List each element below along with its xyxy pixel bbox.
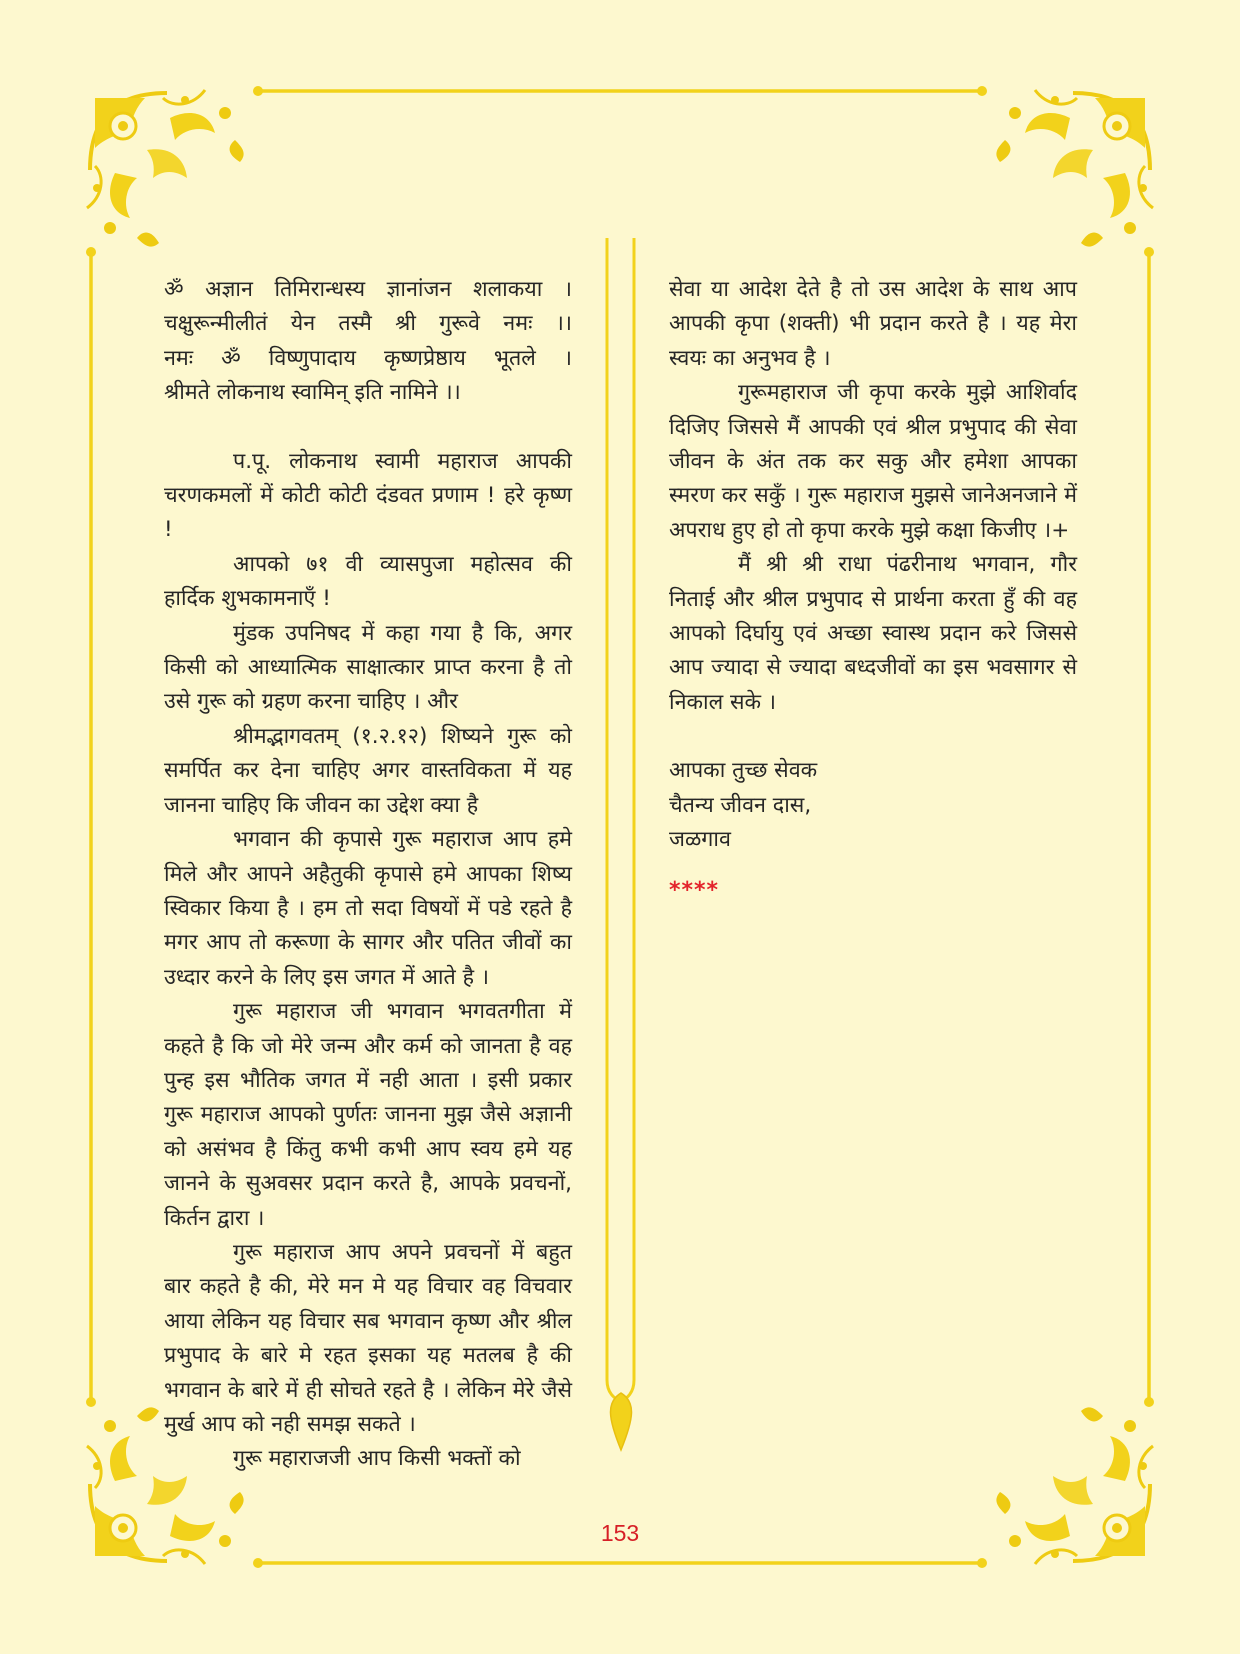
paragraph: प.पू. लोकनाथ स्वामी महाराज आपकी चरणकमलों में कोटी कोटी दंडवत प्रणाम ! हरे कृष्ण ! bbox=[164, 448, 572, 543]
signature-closing: आपका तुच्छ सेवक bbox=[669, 758, 818, 784]
shloka-line: श्रीमते लोकनाथ स्वामिन् इति नामिने ।। bbox=[164, 380, 461, 406]
corner-ornament-top-left bbox=[87, 90, 244, 247]
end-mark: **** bbox=[669, 877, 720, 903]
paragraph: गुरूमहाराज जी कृपा करके मुझे आशिर्वाद दिजिए जिससे मैं आपकी एवं श्रील प्रभुपाद की सेवा जीवन के अंत तक कर सकु और हमेशा आपका स्मरण कर सकुँ । गुरू महाराज मुझसे जानेअनजाने में अपराध हुए हो तो कृपा करके मुझे कक्षा किजीए ।+ bbox=[669, 380, 1077, 543]
paragraph: भगवान की कृपासे गुरू महाराज आप हमे मिले और आपने अहैतुकी कृपासे हमे आपका शिष्य स्विकार किया है । हम तो सदा विषयों में पडे रहते है मगर आप तो करूणा के सागर और पतित जीवों का उध्दार करने के लिए इस जगत में आते है । bbox=[164, 827, 572, 990]
column-divider-tilak bbox=[607, 238, 634, 1402]
shloka-line: चक्षुरून्मीलीतं येन तस्मै श्री गुरूवे नमः ।। bbox=[164, 311, 572, 337]
shloka-line: नमः ॐ विष्णुपादाय कृष्णप्रेष्ठाय भूतले । bbox=[164, 345, 572, 371]
page-number: 153 bbox=[600, 1520, 640, 1546]
signature-name: चैतन्य जीवन दास, bbox=[669, 792, 812, 818]
shloka-line: ॐ अज्ञान तिमिरान्धस्य ज्ञानांजन शलाकया । bbox=[164, 277, 572, 302]
paragraph: मैं श्री श्री राधा पंढरीनाथ भगवान, गौर निताई और श्रील प्रभुपाद से प्रार्थना करता हुँ की वह आपको दिर्घायु एवं अच्छा स्वास्थ प्रदान करे जिससे आप ज्यादा से ज्यादा बध्दजीवों का इस भवसागर से निकाल सके । bbox=[669, 552, 1077, 715]
tilak-leaf-icon bbox=[610, 1393, 631, 1450]
paragraph: श्रीमद्भागवतम् (१.२.१२) शिष्यने गुरू को समर्पित कर देना चाहिए अगर वास्तविकता में यह जानना चाहिए कि जीवन का उद्देश क्या है bbox=[164, 723, 572, 818]
paragraph: गुरू महाराज जी भगवान भगवतगीता में कहते है कि जो मेरे जन्म और कर्म को जानता है वह पुन्ह इस भौतिक जगत में नही आता । इसी प्रकार गुरू महाराज आपको पुर्णतः जानना मुझ जैसे अज्ञानी को असंभव है किंतु कभी कभी आप स्वय हमे यह जानने के सुअवसर प्रदान करते है, आपके प्रवचनों, किर्तन द्वारा । bbox=[164, 999, 572, 1231]
left-column bbox=[164, 273, 572, 1477]
paragraph: गुरू महाराजजी आप किसी भक्तों को bbox=[233, 1446, 521, 1472]
paragraph: आपको ७१ वी व्यासपुजा महोत्सव की हार्दिक शुभकामनाएँ ! bbox=[164, 551, 572, 612]
paragraph-continuation: सेवा या आदेश देते है तो उस आदेश के साथ आप आपकी कृपा (शक्ती) भी प्रदान करते है । यह मेरा स्वयः का अनुभव है । bbox=[669, 277, 1077, 371]
signature-block bbox=[669, 754, 1077, 857]
right-column bbox=[669, 273, 1077, 908]
corner-ornament-top-right bbox=[996, 90, 1153, 247]
signature-place: जळगाव bbox=[669, 827, 731, 853]
guru-pranam-shloka bbox=[164, 273, 572, 411]
paragraph: मुंडक उपनिषद में कहा गया है कि, अगर किसी को आध्यात्मिक साक्षात्कार प्राप्त करना है तो उसे गुरू को ग्रहण करना चाहिए । और bbox=[164, 620, 572, 715]
paragraph: गुरू महाराज आप अपने प्रवचनों में बहुत बार कहते है की, मेरे मन मे यह विचार वह विचवार आया लेकिन यह विचार सब भगवान कृष्ण और श्रील प्रभुपाद के बारे मे रहत इसका यह मतलब है की भगवान के बारे में ही सोचते रहते है । लेकिन मेरे जैसे मुर्ख आप को नही समझ सकते । bbox=[164, 1239, 572, 1437]
